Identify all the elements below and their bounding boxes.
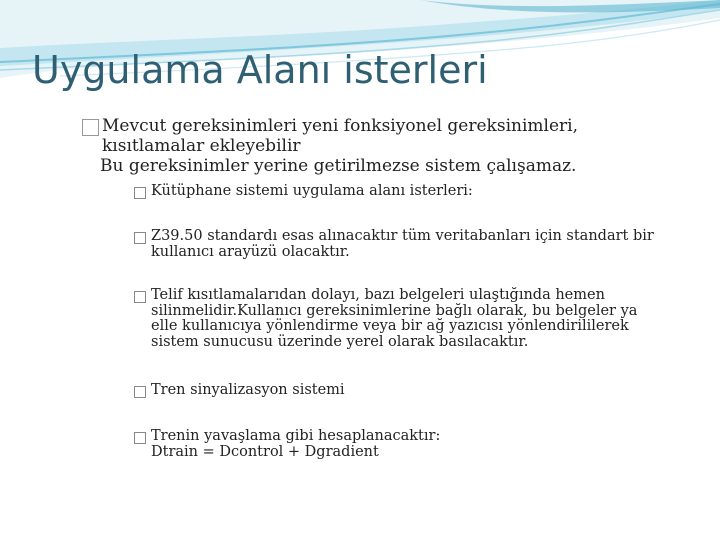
main-bullet-line: kısıtlamalar ekleyebilir: [102, 136, 301, 156]
sub-bullet-text: [151, 288, 694, 350]
slide-title: Uygulama Alanı isterleri: [32, 48, 488, 92]
sub-bullet-line: Telif kısıtlamalarıdan dolayı, bazı belgeleri ulaştığında hemen: [151, 287, 605, 303]
square-bullet-icon: [134, 232, 146, 244]
sub-bullet-line: silinmelidir.Kullanıcı gereksinimlerine bağlı olarak, bu belgeler ya: [151, 302, 638, 319]
main-bullet-line: Bu gereksinimler yerine getirilmezse sistem çalışamaz.: [100, 156, 577, 176]
sub-bullet-text: [151, 429, 694, 460]
sub-bullet-line: Z39.50 standardı esas alınacaktır tüm veritabanları için standart bir: [151, 228, 654, 244]
sub-bullet-train-signaling: [134, 383, 694, 399]
square-bullet-icon: [134, 386, 146, 398]
sub-bullet-train-deceleration: [134, 429, 694, 460]
square-bullet-icon: [134, 432, 146, 444]
sub-bullet-line: kullanıcı arayüzü olacaktır.: [151, 243, 350, 260]
sub-bullet-line: sistem sunucusu üzerinde yerel olarak basılacaktır.: [151, 333, 529, 350]
sub-bullet-text: [151, 184, 694, 200]
sub-bullet-line: Trenin yavaşlama gibi hesaplanacaktır:: [151, 428, 441, 444]
main-bullet: [82, 116, 702, 176]
sub-bullet-library-requirements: [134, 184, 694, 200]
square-bullet-icon: [82, 119, 99, 136]
square-bullet-icon: [134, 291, 146, 303]
formula-line: Dtrain = Dcontrol + Dgradient: [151, 443, 379, 460]
sub-bullet-text: [151, 383, 694, 399]
sub-bullet-line: Kütüphane sistemi uygulama alanı isterleri:: [151, 183, 473, 199]
main-bullet-text: [102, 116, 702, 176]
sub-bullet-line: elle kullanıcıya yönlendirme veya bir ağ yazıcısı yönlendirililerek: [151, 318, 629, 334]
sub-bullet-copyright: [134, 288, 694, 350]
main-bullet-line: Mevcut gereksinimleri yeni fonksiyonel gereksinimleri,: [102, 116, 578, 136]
sub-bullet-z3950: [134, 229, 694, 260]
sub-bullet-line: Tren sinyalizasyon sistemi: [151, 382, 345, 398]
square-bullet-icon: [134, 187, 146, 199]
sub-bullet-text: [151, 229, 694, 260]
